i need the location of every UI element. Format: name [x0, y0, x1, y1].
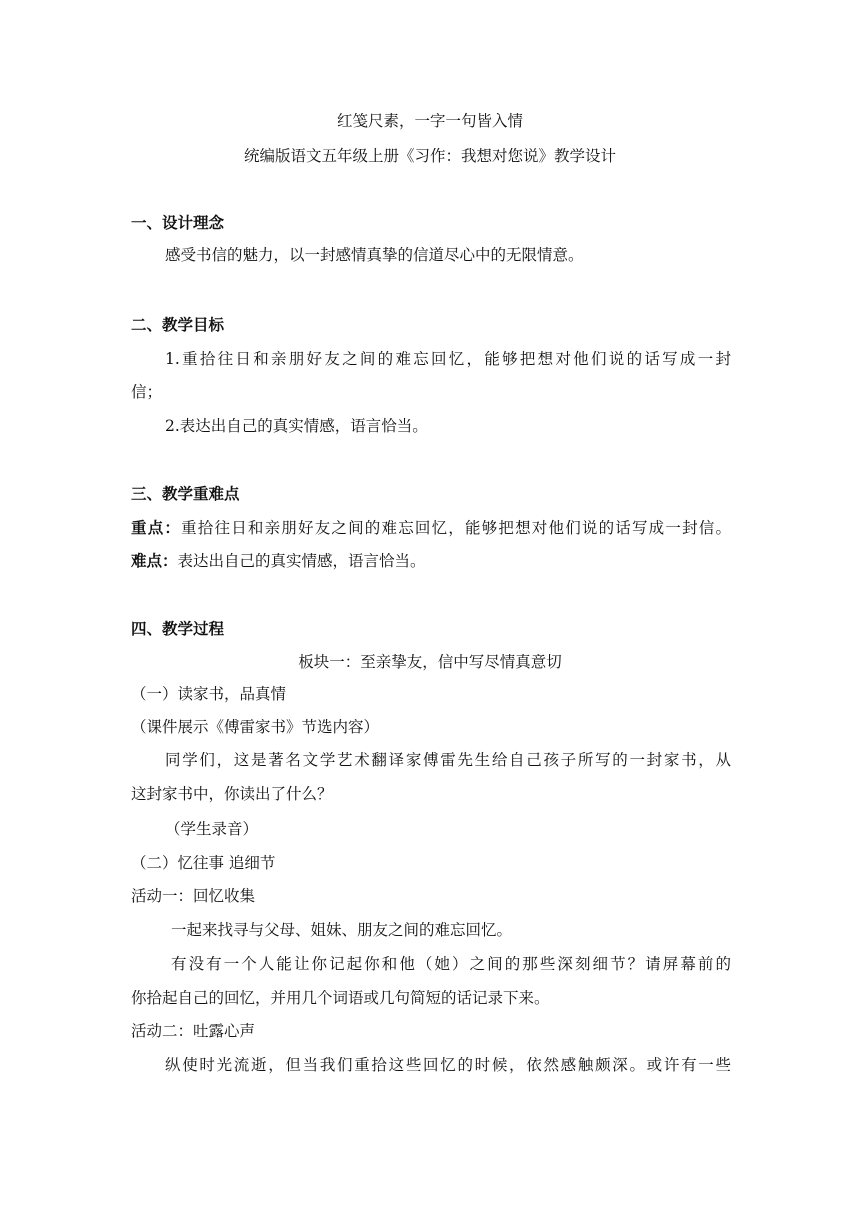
activity-2-title: 活动二：吐露心声: [131, 1022, 256, 1040]
design-concept-text: 感受书信的魅力，以一封感情真挚的信道尽心中的无限情意。: [165, 246, 584, 264]
section-heading-key-points: 三、教学重难点: [131, 484, 240, 503]
activity-1-paragraph-2-line-1: 有没有一个人能让你记起你和他（她）之间的那些深刻细节？请屏幕前的: [171, 955, 731, 973]
activity-1-title: 活动一：回忆收集: [131, 887, 256, 905]
document-subtitle: 统编版语文五年级上册《习作：我想对您说》教学设计: [243, 147, 616, 165]
part-1-note: （课件展示《傅雷家书》节选内容）: [131, 718, 380, 736]
part-2-title: （二）忆往事 追细节: [131, 854, 276, 872]
key-point-text: 重拾往日和亲朋好友之间的难忘回忆，能够把想对他们说的话写成一封信。: [181, 519, 731, 537]
difficult-point-text: 表达出自己的真实情感，语言恰当。: [177, 552, 426, 570]
key-point-label: 重点：: [131, 518, 182, 537]
part-1-paragraph-line-1: 同学们，这是著名文学艺术翻译家傅雷先生给自己孩子所写的一封家书，从: [165, 751, 731, 769]
document-title: 红笺尺素，一字一句皆入情: [336, 112, 523, 130]
key-point-line: [131, 518, 731, 538]
difficult-point-line: [131, 551, 426, 571]
section-heading-design-concept: 一、设计理念: [131, 213, 225, 232]
difficult-point-label: 难点：: [131, 551, 178, 570]
student-recording-note: （学生录音）: [165, 820, 259, 838]
goal-1-line-2: 信；: [131, 383, 163, 401]
goal-1-line-1: 1.重拾往日和亲朋好友之间的难忘回忆，能够把想对他们说的话写成一封: [165, 350, 731, 368]
activity-2-paragraph-line-1: 纵使时光流逝，但当我们重拾这些回忆的时候，依然感触颇深。或许有一些: [165, 1056, 731, 1074]
part-1-title: （一）读家书，品真情: [131, 685, 287, 703]
part-1-paragraph-line-2: 这封家书中，你读出了什么？: [131, 785, 333, 803]
section-heading-teaching-goals: 二、教学目标: [131, 315, 225, 334]
section-heading-teaching-process: 四、教学过程: [131, 619, 225, 638]
block-title: 板块一：至亲挚友，信中写尽情真意切: [298, 653, 562, 671]
activity-1-paragraph-2-line-2: 你拾起自己的回忆，并用几个词语或几句简短的话记录下来。: [131, 989, 550, 1007]
activity-1-paragraph-1: 一起来找寻与父母、姐妹、朋友之间的难忘回忆。: [171, 921, 513, 939]
goal-2: 2.表达出自己的真实情感，语言恰当。: [165, 417, 428, 435]
